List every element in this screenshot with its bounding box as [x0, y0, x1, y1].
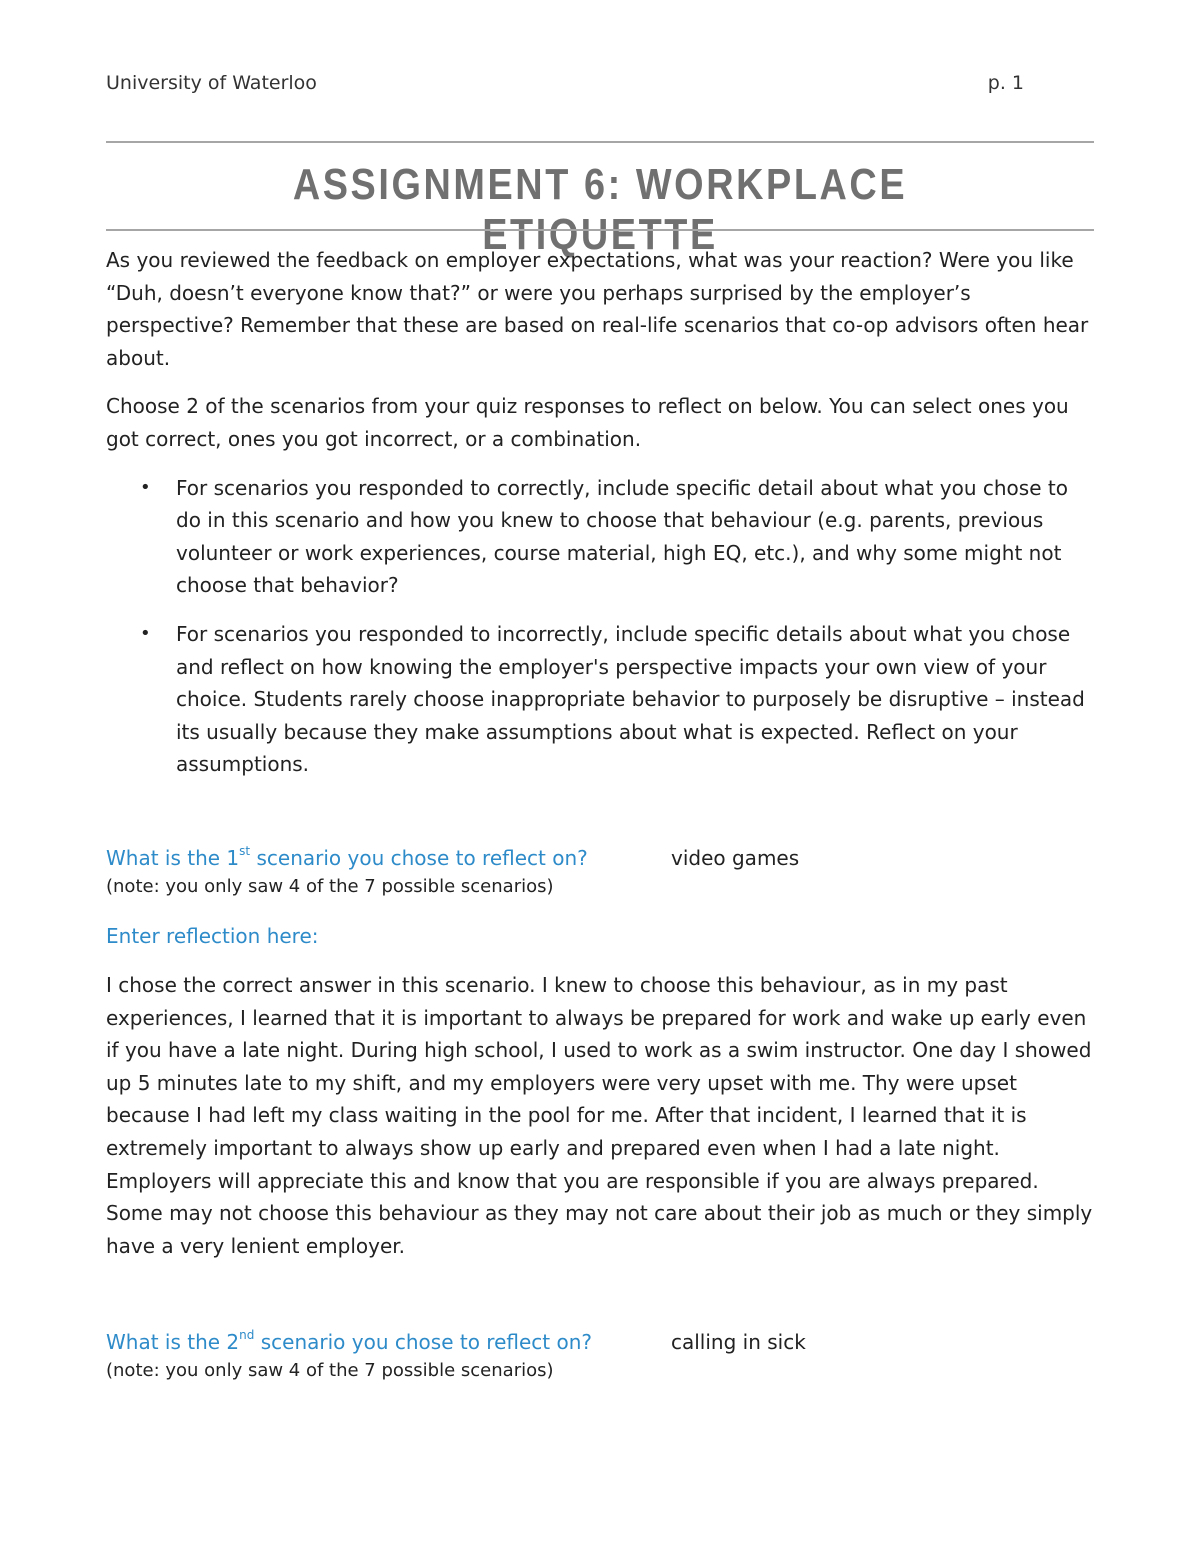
scenario-1-block: [106, 843, 1096, 901]
scenario-2-question: [106, 1327, 671, 1357]
question-prefix: What is the 1: [106, 846, 240, 870]
question-prefix: What is the 2: [106, 1330, 240, 1354]
question-suffix: scenario you chose to reflect on?: [254, 1330, 593, 1354]
instruction-bullets: [106, 472, 1096, 781]
question-ordinal-suffix: st: [239, 844, 251, 859]
scenario-2-answer[interactable]: calling in sick: [671, 1330, 806, 1354]
scenario-1-answer[interactable]: video games: [671, 846, 800, 870]
scenario-1-question: [106, 843, 671, 873]
intro-paragraph-2: Choose 2 of the scenarios from your quiz responses to reflect on below. You can select ones you got correct, ones you got incorrect, or a combination.: [106, 394, 1069, 451]
bullet-text: For scenarios you responded to correctly, include specific detail about what you chose to do in this scenario and how you knew to choose that behaviour (e.g. parents, previous volunteer or work experiences, course material, high EQ, etc.), and why some might not choose that behavior?: [176, 475, 1068, 598]
running-header: [106, 72, 1024, 94]
reflection-label: Enter reflection here:: [106, 924, 319, 948]
bullet-correct-responses: [106, 472, 1096, 602]
scenario-1-note: (note: you only saw 4 of the 7 possible scenarios): [106, 876, 554, 897]
question-ordinal-suffix: nd: [239, 1328, 255, 1343]
bullet-incorrect-responses: [106, 618, 1096, 781]
scenario-2-block: [106, 1327, 1096, 1385]
scenario-2-note: (note: you only saw 4 of the 7 possible scenarios): [106, 1360, 554, 1381]
question-suffix: scenario you chose to reflect on?: [250, 846, 588, 870]
page-number: p. 1: [987, 72, 1024, 94]
scenario-1-reflection[interactable]: I chose the correct answer in this scenario. I knew to choose this behaviour, as in my past experiences, I learned that it is important to always be prepared for work and wake up early even if you have a late night. During high school, I used to work as a swim instructor. One day I showed up 5 minutes late to my shift, and my employers were very upset with me. Thy were upset because I had left my class waiting in the pool for me. After that incident, I learned that it is extremely important to always show up early and prepared even when I had a late night. Employers will appreciate this and know that you are responsible if you are always prepared. Some may not choose this behaviour as they may not care about their job as much or they simply have a very lenient employer.: [106, 973, 1093, 1258]
title-bottom-rule: [106, 229, 1094, 231]
bullet-text: For scenarios you responded to incorrectly, include specific details about what you chose and reflect on how knowing the employer's perspective impacts your own view of your choice. Students rarely choose inappropriate behavior to purposely be disruptive – instead its usually because they make assumptions about what is expected. Reflect on your assumptions.: [176, 621, 1085, 777]
bullet-icon: •: [140, 622, 151, 644]
institution-name: University of Waterloo: [106, 72, 317, 94]
title-top-rule: [106, 141, 1094, 143]
instructions: [106, 244, 1096, 797]
page-title: ASSIGNMENT 6: WORKPLACE ETIQUETTE: [292, 160, 908, 259]
bullet-icon: •: [140, 476, 151, 498]
intro-paragraph-1: As you reviewed the feedback on employer expectations, what was your reaction? Were you like “Duh, doesn’t everyone know that?” or were you perhaps surprised by the employer’s perspective? Remember that these are based on real-life scenarios that co-op advisors often hear about.: [106, 248, 1089, 370]
